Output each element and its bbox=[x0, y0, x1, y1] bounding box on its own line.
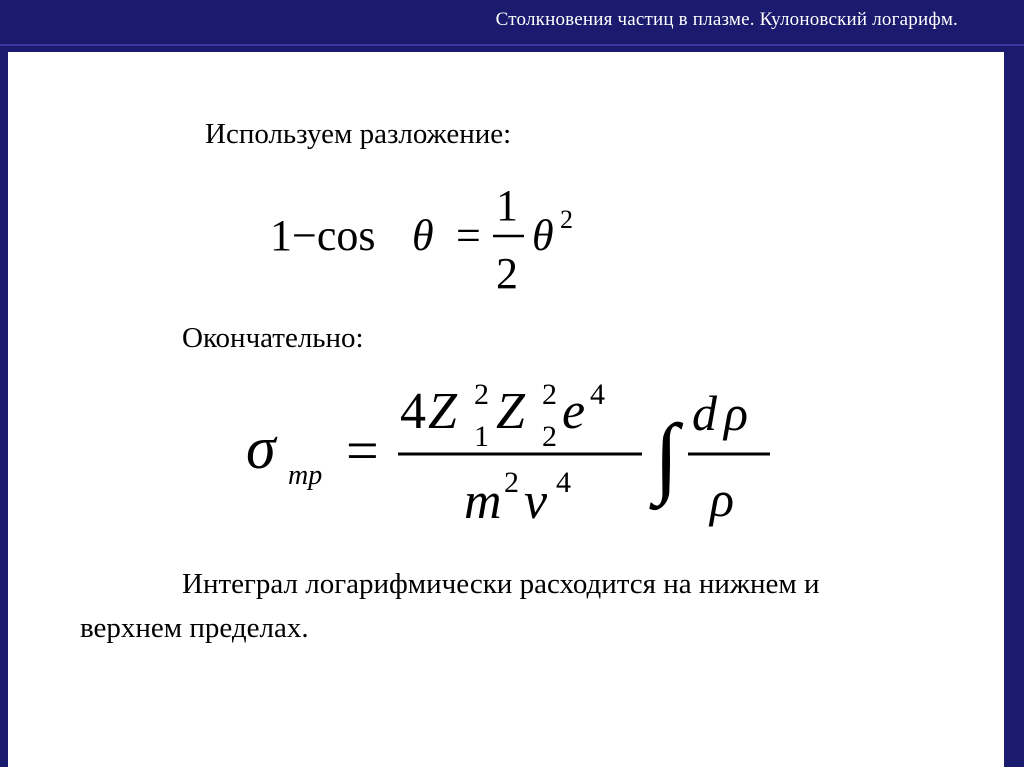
formula1-theta2: θ bbox=[532, 211, 554, 260]
formula2-Z2: Z bbox=[496, 383, 525, 440]
formula2-integral: ∫ bbox=[654, 407, 679, 506]
formula1-numerator: 1 bbox=[496, 181, 518, 230]
formula2-Z1: Z bbox=[428, 383, 457, 440]
cross-section-formula bbox=[240, 374, 800, 542]
formula2-e-sup: 4 bbox=[590, 378, 605, 411]
expansion-formula bbox=[270, 176, 600, 300]
formula2-Z2-sub: 2 bbox=[542, 420, 557, 453]
formula2-Z2-sup: 2 bbox=[542, 378, 557, 411]
result-text-line1: Интеграл логарифмически расходится на нижнем и bbox=[182, 568, 820, 600]
header-bar bbox=[0, 0, 1024, 44]
slide-title: Столкновения частиц в плазме. Кулоновский логарифм. bbox=[495, 9, 958, 30]
formula1-exponent: 2 bbox=[560, 205, 573, 234]
formula2-sigma: σ bbox=[246, 415, 276, 481]
header-divider bbox=[0, 44, 1024, 46]
slide-right-edge bbox=[1004, 52, 1024, 767]
formula1-equals: = bbox=[456, 211, 481, 260]
formula1-denominator: 2 bbox=[496, 249, 518, 298]
formula2-v: v bbox=[524, 473, 548, 530]
formula2-m: m bbox=[464, 473, 502, 530]
formula2-subscript: тр bbox=[288, 460, 323, 491]
result-text-line2: верхнем пределах. bbox=[80, 612, 309, 644]
formula2-e: e bbox=[562, 383, 586, 440]
formula2-coef: 4 bbox=[400, 383, 426, 440]
formula1-theta: θ bbox=[412, 211, 434, 260]
formula2-rho-den: ρ bbox=[710, 471, 734, 527]
intro-text: Используем разложение: bbox=[205, 118, 512, 150]
formula2-Z1-sup: 2 bbox=[474, 378, 489, 411]
formula2-v-sup: 4 bbox=[556, 466, 571, 499]
formula2-m-sup: 2 bbox=[504, 466, 519, 499]
formula2-rho-num: ρ bbox=[724, 385, 748, 441]
formula2-Z1-sub: 1 bbox=[474, 420, 489, 453]
formula2-equals: = bbox=[346, 418, 379, 483]
conclusion-label: Окончательно: bbox=[182, 322, 364, 354]
formula1-lhs: 1−cos bbox=[270, 211, 376, 260]
formula2-d: d bbox=[692, 385, 717, 441]
